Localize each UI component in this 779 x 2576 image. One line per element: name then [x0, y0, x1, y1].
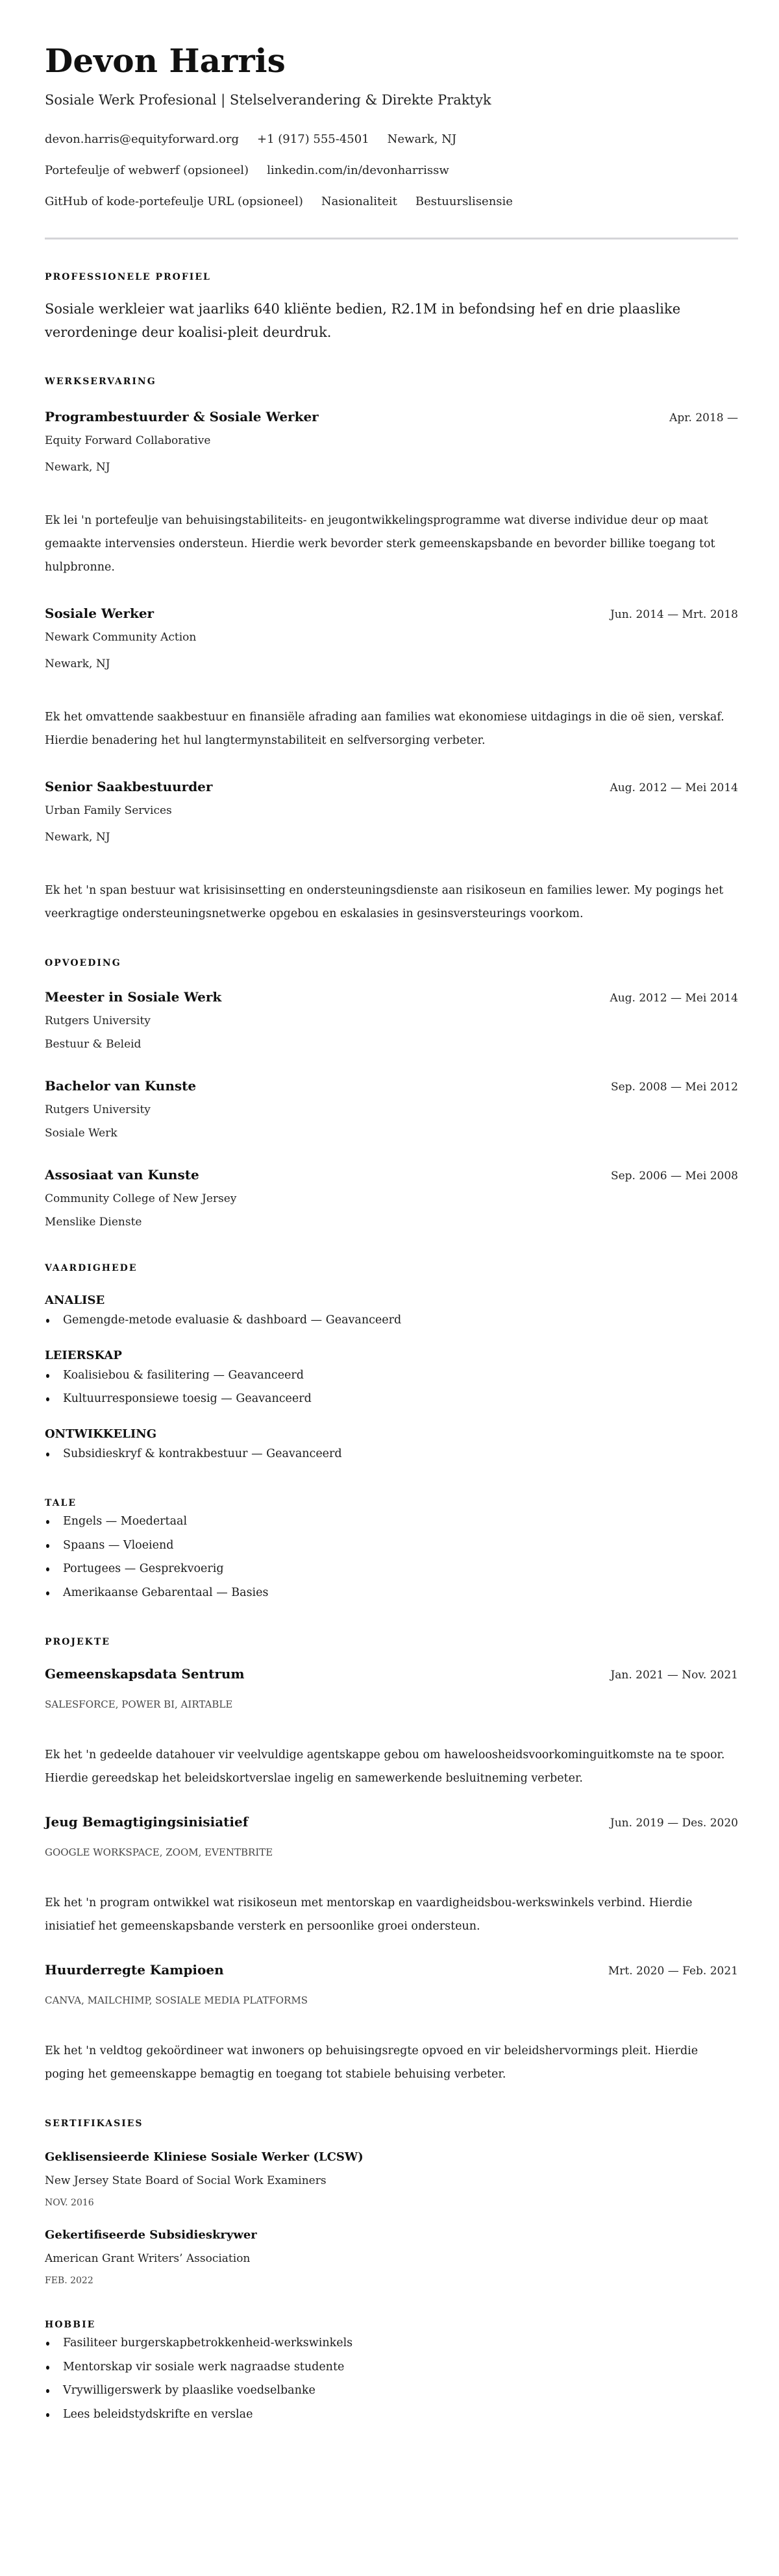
certification-date: NOV. 2016 — [45, 2198, 94, 2208]
hobby-item: Mentorskap vir sosiale werk nagraadse studente — [45, 2355, 738, 2379]
project-title: Huurderregte Kampioen — [45, 1962, 224, 1978]
skill-category: ANALISE — [45, 1294, 105, 1307]
projects-section — [45, 1636, 738, 2086]
education-section — [45, 957, 738, 1231]
job-location: Newark, NJ — [45, 657, 110, 670]
hobby-item: Fasiliteer burgerskapbetrokkenheid-werkswinkels — [45, 2331, 738, 2355]
project-header — [45, 1961, 738, 1980]
resume-header — [45, 42, 738, 210]
field-of-study: Bestuur & Beleid — [45, 1038, 142, 1051]
project-dates: Jan. 2021 — Nov. 2021 — [610, 1669, 738, 1682]
project-header — [45, 1665, 738, 1684]
contact-item: devon.harris@equityforward.org — [45, 132, 240, 146]
field-of-study: Menslike Dienste — [45, 1216, 142, 1229]
certification-entry — [45, 2150, 738, 2209]
contact-item: Portefeulje of webwerf (opsioneel) — [45, 164, 249, 177]
contact-row — [45, 163, 738, 178]
contact-item: GitHub of kode-portefeulje URL (opsioneel) — [45, 195, 303, 208]
certification-list — [45, 2150, 738, 2287]
hobby-item: Vrywilligerswerk by plaaslike voedselbanke — [45, 2379, 738, 2403]
education-dates: Sep. 2008 — Mei 2012 — [610, 1081, 738, 1094]
language-item: Engels — Moedertaal — [45, 1510, 738, 1534]
job-header — [45, 408, 738, 427]
degree-title: Assosiaat van Kunste — [45, 1167, 199, 1183]
section-heading: PROJEKTE — [45, 1637, 110, 1647]
certification-title: Gekertifiseerde Subsidieskrywer — [45, 2228, 257, 2242]
project-tech-stack: SALESFORCE, POWER BI, AIRTABLE — [45, 1699, 233, 1710]
project-entry — [45, 1961, 738, 2086]
skill-list — [45, 1364, 738, 1411]
job-description: Ek het 'n span bestuur wat krisisinsetting en ondersteuningsdienste aan risikoseun en families lewer. My pogings het veerkragtige ondersteuningsnetwerke opgebou en eskalasies in gesinsversteurings voorkom. — [45, 884, 724, 920]
contact-info — [45, 132, 738, 210]
certification-issuer: New Jersey State Board of Social Work Examiners — [45, 2174, 327, 2187]
candidate-name: Devon Harris — [45, 42, 286, 80]
contact-item: Bestuurslisensie — [415, 195, 513, 208]
project-dates: Mrt. 2020 — Feb. 2021 — [608, 1965, 738, 1978]
job-title: Sosiale Werker — [45, 606, 155, 621]
project-dates: Jun. 2019 — Des. 2020 — [610, 1817, 738, 1830]
certification-title: Geklisensieerde Kliniese Sosiale Werker (LCSW) — [45, 2150, 364, 2164]
field-of-study: Sosiale Werk — [45, 1127, 117, 1140]
project-header — [45, 1813, 738, 1832]
job-dates: Apr. 2018 — — [669, 411, 738, 424]
job-title: Programbestuurder & Sosiale Werker — [45, 409, 319, 424]
job-dates: Jun. 2014 — Mrt. 2018 — [610, 608, 738, 621]
language-item: Portugees — Gesprekvoerig — [45, 1557, 738, 1581]
job-company: Equity Forward Collaborative — [45, 434, 211, 447]
project-list — [45, 1665, 738, 2086]
job-dates: Aug. 2012 — Mei 2014 — [610, 781, 738, 794]
education-entry — [45, 988, 738, 1053]
section-heading: HOBBIE — [45, 2320, 96, 2330]
skill-category: ONTWIKKELING — [45, 1427, 157, 1441]
list-item: Koalisiebou & fasilitering — Geavanceerd — [45, 1364, 738, 1388]
education-dates: Sep. 2006 — Mei 2008 — [610, 1170, 738, 1183]
language-item: Amerikaanse Gebarentaal — Basies — [45, 1581, 738, 1605]
project-description: Ek het 'n veldtog gekoördineer wat inwoners op behuisingsregte opvoed en vir beleidshervormings pleit. Hierdie poging het gemeenskappe bemagtig en toegang tot stabiele behuising verbeter. — [45, 2044, 699, 2081]
profile-summary: Sosiale werkleier wat jaarliks 640 kliënte bedien, R2.1M in befondsing hef en drie plaaslike verordeninge deur koalisi-pleit deurdruk. — [45, 301, 681, 340]
section-heading: PROFESSIONELE PROFIEL — [45, 272, 211, 282]
project-tech-stack: GOOGLE WORKSPACE, ZOOM, EVENTBRITE — [45, 1846, 273, 1858]
school-name: Community College of New Jersey — [45, 1192, 237, 1205]
job-list — [45, 408, 738, 926]
certification-entry — [45, 2227, 738, 2287]
languages-section — [45, 1497, 738, 1604]
project-description: Ek het 'n gedeelde datahouer vir veelvuldige agentskappe gebou om haweloosheidsvoorkominguitkomste na te spoor. Hierdie gereedskap het beleidskortverslae ingelig en samewerkende besluitneming verbeter. — [45, 1748, 725, 1785]
education-list — [45, 988, 738, 1231]
contact-item: Newark, NJ — [387, 132, 457, 146]
job-description: Ek lei 'n portefeulje van behuisingstabiliteits- en jeugontwikkelingsprogramme wat diverse individue deur op maat gemaakte intervensies ondersteun. Hierdie werk bevorder sterk gemeenskapsbande en bevorder billike toegang tot hulpbronne. — [45, 514, 715, 574]
project-tech-stack: CANVA, MAILCHIMP, SOSIALE MEDIA PLATFORMS — [45, 1994, 308, 2006]
list-item: Subsidieskryf & kontrakbestuur — Geavanceerd — [45, 1442, 738, 1466]
education-entry — [45, 1166, 738, 1231]
degree-title: Bachelor van Kunste — [45, 1078, 197, 1094]
job-location: Newark, NJ — [45, 461, 110, 474]
job-company: Urban Family Services — [45, 804, 172, 817]
skill-list — [45, 1308, 738, 1332]
job-header — [45, 604, 738, 624]
section-heading: WERKSERVARING — [45, 376, 156, 387]
hobby-item: Lees beleidstydskrifte en verslae — [45, 2403, 738, 2427]
list-item: Kultuurresponsiewe toesig — Geavanceerd — [45, 1387, 738, 1411]
project-entry — [45, 1665, 738, 1790]
skill-list — [45, 1442, 738, 1466]
job-title: Senior Saakbestuurder — [45, 779, 213, 794]
profile-section — [45, 271, 738, 344]
certification-issuer: American Grant Writers’ Association — [45, 2252, 251, 2265]
contact-row — [45, 194, 738, 210]
job-entry — [45, 778, 738, 926]
language-list — [45, 1510, 738, 1604]
education-header — [45, 1166, 738, 1185]
contact-item: linkedin.com/in/devonharrissw — [267, 164, 449, 177]
section-heading: VAARDIGHEDE — [45, 1263, 138, 1273]
contact-item: +1 (917) 555-4501 — [257, 132, 369, 146]
candidate-headline: Sosiale Werk Profesional | Stelselverandering & Direkte Praktyk — [45, 92, 491, 108]
job-location: Newark, NJ — [45, 831, 110, 844]
section-heading: TALE — [45, 1498, 77, 1508]
school-name: Rutgers University — [45, 1014, 151, 1027]
section-heading: SERTIFIKASIES — [45, 2118, 143, 2129]
education-dates: Aug. 2012 — Mei 2014 — [610, 992, 738, 1005]
hobbies-section — [45, 2318, 738, 2426]
school-name: Rutgers University — [45, 1103, 151, 1116]
job-header — [45, 778, 738, 797]
education-header — [45, 1077, 738, 1096]
certification-date: FEB. 2022 — [45, 2275, 93, 2286]
job-company: Newark Community Action — [45, 631, 197, 644]
contact-row — [45, 132, 738, 147]
degree-title: Meester in Sosiale Werk — [45, 989, 222, 1005]
job-entry — [45, 408, 738, 579]
skills-section — [45, 1262, 738, 1466]
list-item: Gemengde-metode evaluasie & dashboard — Geavanceerd — [45, 1308, 738, 1332]
project-title: Gemeenskapsdata Sentrum — [45, 1666, 245, 1682]
header-divider — [45, 238, 738, 239]
hobby-list — [45, 2331, 738, 2426]
skills-list — [45, 1293, 738, 1466]
job-description: Ek het omvattende saakbestuur en finansiële afrading aan families wat ekonomiese uitdagings in die oë sien, verskaf. Hierdie benadering het hul langtermynstabiliteit en selfversorging verbeter. — [45, 711, 724, 747]
project-title: Jeug Bemagtigingsinisiatief — [45, 1814, 249, 1830]
experience-section — [45, 375, 738, 926]
education-header — [45, 988, 738, 1007]
education-entry — [45, 1077, 738, 1142]
section-heading: OPVOEDING — [45, 958, 121, 968]
contact-item: Nasionaliteit — [321, 195, 397, 208]
project-entry — [45, 1813, 738, 1938]
project-description: Ek het 'n program ontwikkel wat risikoseun met mentorskap en vaardigheidsbou-werkswinkels verbind. Hierdie inisiatief het gemeenskapsbande versterk en persoonlike groei ondersteun. — [45, 1896, 693, 1933]
skill-category: LEIERSKAP — [45, 1348, 122, 1362]
job-entry — [45, 604, 738, 752]
certifications-section — [45, 2117, 738, 2287]
language-item: Spaans — Vloeiend — [45, 1534, 738, 1558]
